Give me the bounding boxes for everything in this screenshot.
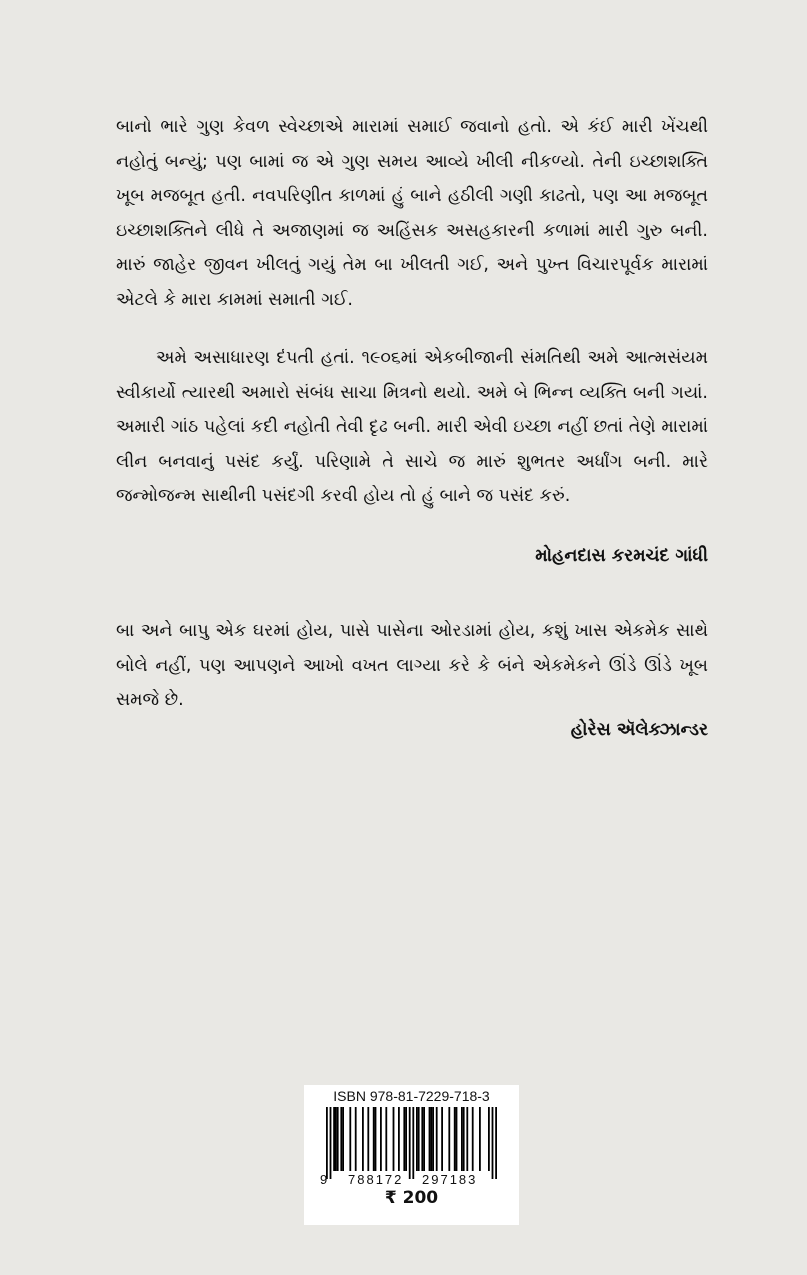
barcode-bar: [492, 1107, 494, 1179]
barcode-bar: [495, 1107, 497, 1179]
barcode-bar: [393, 1107, 395, 1171]
barcode-bar: [330, 1107, 332, 1179]
barcode-bar: [432, 1107, 434, 1171]
paragraph-1: [116, 110, 708, 317]
barcode-label: [304, 1085, 519, 1225]
price-text: ₹ 200: [384, 1188, 439, 1208]
barcode-bar: [461, 1107, 463, 1171]
barcode-bar: [337, 1107, 339, 1171]
paragraph-1-text: બાનો ભારે ગુણ કેવળ સ્વેચ્છાએ મારામાં સમાઈ જવાનો હતો. એ કંઈ મારી ખેંચથી નહોતું બન્યું; પણ બામાં જ એ ગુણ સમય આવ્યે ખીલી નીકળ્યો. તેની ઇચ્છાશક્તિ ખૂબ મજબૂત હતી. નવપરિણીત કાળમાં હું બાને હઠીલી ગણી કાઢતો, પણ આ મજબૂત ઇચ્છાશક્તિને લીધે તે અજાણમાં જ અહિંસક અસહકારની કળામાં મારી ગુરુ બની. મારું જાહેર જીવન ખીલતું ગયું તેમ બા ખીલતી ગઈ, અને પુખ્ત વિચારપૂર્વક મારામાં એટલે કે મારા કામમાં સમાતી ગઈ.: [116, 117, 708, 310]
barcode-bar: [326, 1107, 328, 1179]
barcode-bar: [355, 1107, 357, 1171]
barcode-bar: [466, 1107, 468, 1171]
barcode-bar: [405, 1107, 407, 1171]
barcode-bar: [340, 1107, 342, 1171]
quote-block: [116, 614, 708, 718]
barcode-bar: [429, 1107, 431, 1171]
barcode-bar: [472, 1107, 474, 1171]
barcode-bar: [421, 1107, 423, 1171]
barcode-bar: [456, 1107, 458, 1171]
barcode-bar: [398, 1107, 400, 1171]
barcode-bar: [373, 1107, 375, 1171]
barcode-bar: [403, 1107, 405, 1171]
barcode-bar: [463, 1107, 465, 1171]
barcode-bar: [416, 1107, 418, 1171]
quote-text: બા અને બાપુ એક ઘરમાં હોય, પાસે પાસેના ઓરડામાં હોય, કશું ખાસ એકમેક સાથે બોલે નહીં, પણ આપણને આખો વખત લાગ્યા કરે કે બંને એકમેકને ઊંડે ઊંડે ખૂબ સમજે છે.: [116, 621, 708, 710]
isbn-text: ISBN 978-81-7229-718-3: [333, 1088, 490, 1104]
barcode-bar: [412, 1107, 414, 1179]
barcode-bar: [367, 1107, 369, 1171]
barcode-bar: [375, 1107, 377, 1171]
paragraph-2-text: અમે અસાધારણ દંપતી હતાં. ૧૯૦૬માં એકબીજાની સંમતિથી અમે આત્મસંયમ સ્વીકાર્યો ત્યારથી અમારો સંબંધ સાચા મિત્રનો થયો. અમે બે ભિન્ન વ્યક્તિ બની ગયાં. અમારી ગાંઠ પહેલાં કદી નહોતી તેવી દૃઢ બની. મારી એવી ઇચ્છા નહીં છતાં તેણે મારામાં લીન બનવાનું પસંદ કર્યું. પરિણામે તે સાચે જ મારું શુભતર અર્ધાંગ બની. મારે જન્મોજન્મ સાથીની પસંદગી કરવી હોય તો હું બાને જ પસંદ કરું.: [116, 348, 708, 506]
barcode-bar: [454, 1107, 456, 1171]
barcode-bar: [418, 1107, 420, 1171]
barcode-bar: [342, 1107, 344, 1171]
barcode-bar: [333, 1107, 335, 1171]
barcode-bar: [349, 1107, 351, 1171]
barcode-bar: [385, 1107, 387, 1171]
barcode-bar: [362, 1107, 364, 1171]
barcode-bar: [436, 1107, 438, 1171]
barcode-digit-first: 9: [320, 1172, 328, 1187]
barcode-bars: [314, 1107, 509, 1189]
attribution-gandhi: મોહનદાસ કરમચંદ ગાંધી: [535, 546, 708, 566]
barcode-bar: [479, 1107, 481, 1171]
barcode-bar: [409, 1107, 411, 1179]
barcode-digits-left: 788172: [348, 1172, 404, 1187]
attribution-alexander: હોરેસ ઍલેક્ઝાન્ડર: [570, 720, 708, 740]
barcode-bar: [488, 1107, 490, 1171]
barcode-bar: [335, 1107, 337, 1171]
barcode-bar: [380, 1107, 382, 1171]
barcode-bar: [448, 1107, 450, 1171]
barcode-bar: [430, 1107, 432, 1171]
paragraph-2: [116, 341, 708, 514]
barcode-bar: [423, 1107, 425, 1171]
barcode-digits-right: 297183: [422, 1172, 478, 1187]
barcode-bar: [441, 1107, 443, 1171]
